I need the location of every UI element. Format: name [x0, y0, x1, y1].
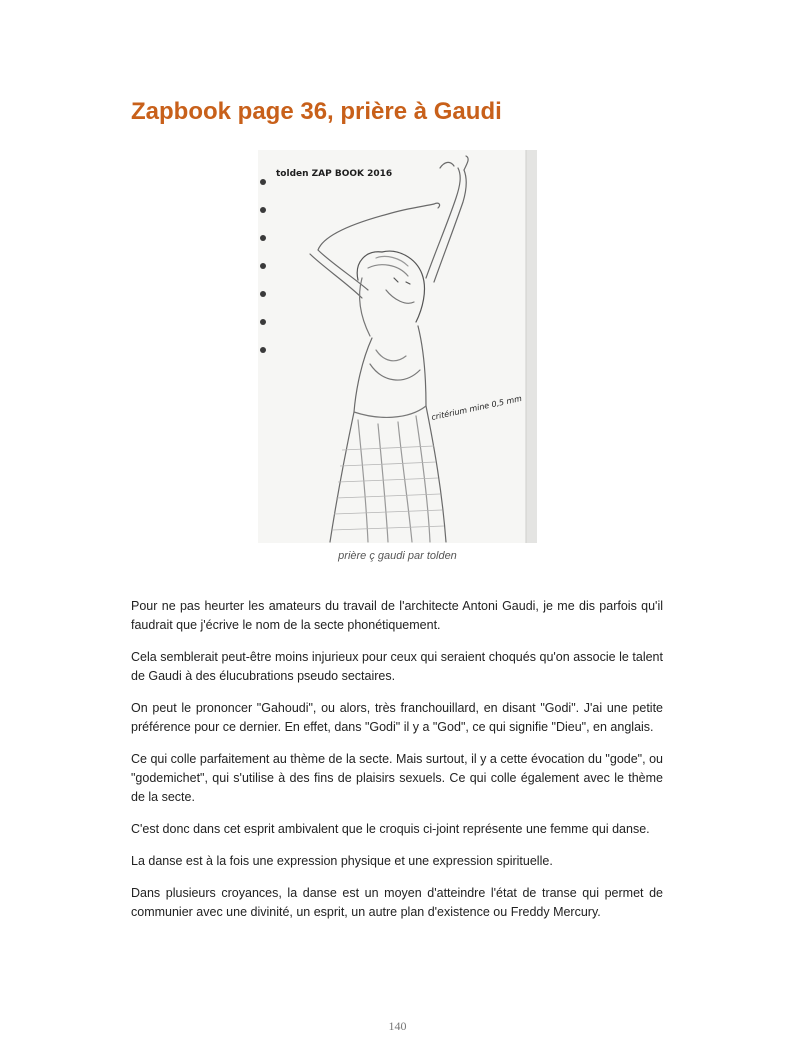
- paragraph: On peut le prononcer "Gahoudi", ou alors, très franchouillard, en disant "Godi". J'ai une petite préférence pour ce dernier. En effet, dans "Godi" il y a "God", ce qui signifie "Dieu", en anglais.: [131, 701, 663, 734]
- paragraph: Dans plusieurs croyances, la danse est un moyen d'atteindre l'état de transe qui permet de communier avec une divinité, un esprit, un autre plan d'existence ou Freddy Mercury.: [131, 886, 663, 919]
- dancer-sketch-image: [258, 150, 537, 543]
- paragraph: Pour ne pas heurter les amateurs du travail de l'architecte Antoni Gaudi, je me dis parfois qu'il faudrait que j'écrive le nom de la secte phonétiquement.: [131, 599, 663, 632]
- body-text: [131, 597, 663, 935]
- page-number: 140: [388, 1019, 407, 1033]
- paragraph: C'est donc dans cet esprit ambivalent que le croquis ci-joint représente une femme qui danse.: [131, 822, 650, 836]
- sketch-figure: [258, 150, 537, 543]
- page-title: Zapbook page 36, prière à Gaudi: [131, 98, 502, 125]
- figure-caption: prière ç gaudi par tolden: [338, 550, 457, 562]
- paragraph: La danse est à la fois une expression physique et une expression spirituelle.: [131, 854, 553, 868]
- sketch-annotation-text: critérium mine 0,5 mm: [430, 393, 523, 422]
- paragraph: Ce qui colle parfaitement au thème de la secte. Mais surtout, il y a cette évocation du "gode", ou "godemichet", qui s'utilise à des fins de plaisirs sexuels. Ce qui colle également avec le thème de la secte.: [131, 752, 663, 804]
- paragraph: Cela semblerait peut-être moins injurieux pour ceux qui seraient choqués qu'on associe le talent de Gaudi à des élucubrations pseudo sectaires.: [131, 650, 663, 683]
- sketch-header-text: tolden ZAP BOOK 2016: [276, 169, 393, 179]
